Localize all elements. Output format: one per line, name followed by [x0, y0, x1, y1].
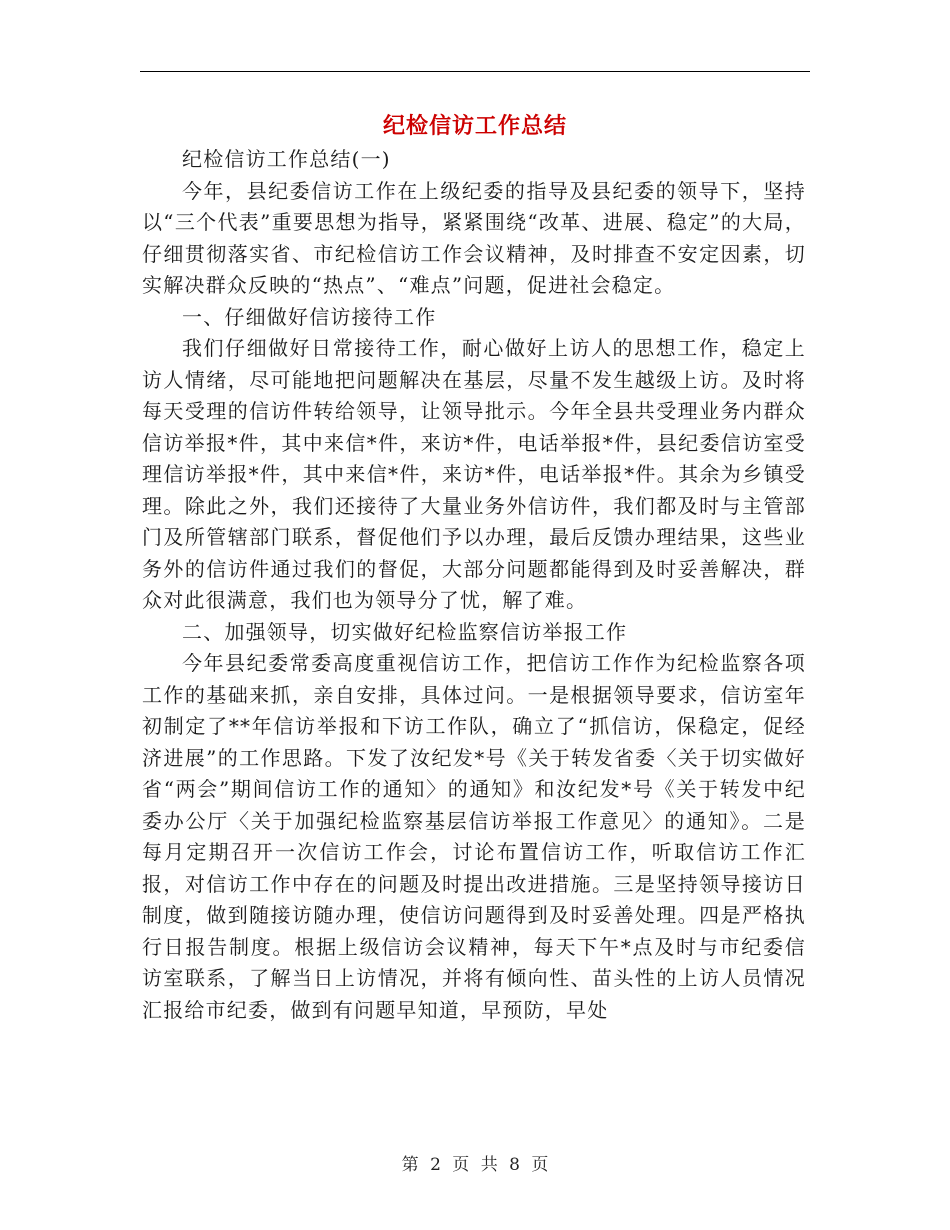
leadership-paragraph: 今年县纪委常委高度重视信访工作，把信访工作作为纪检监察各项工作的基础来抓，亲自安排，具体过问。一是根据领导要求，信访室年初制定了**年信访举报和下访工作队，确立了“抓信访，保稳定，促经济进展”的工作思路。下发了汝纪发*号《关于转发省委〈关于切实做好省“两会”期间信访工作的通知〉的通知》和汝纪发*号《关于转发中纪委办公厅〈关于加强纪检监察基层信访举报工作意见〉的通知》。二是每月定期召开一次信访工作会，讨论布置信访工作，听取信访工作汇报，对信访工作中存在的问题及时提出改进措施。三是坚持领导接访日制度，做到随接访随办理，使信访问题得到及时妥善处理。四是严格执行日报告制度。根据上级信访会议精神，每天下午*点及时与市纪委信访室联系，了解当日上访情况，并将有倾向性、苗头性的上访人员情况汇报给市纪委，做到有问题早知道，早预防，早处: [142, 651, 806, 1022]
section-heading-part-one: 纪检信访工作总结(一): [182, 147, 391, 171]
page-footer: [0, 1152, 950, 1178]
total-pages-number: 8: [509, 1155, 520, 1175]
footer-suffix: 页: [531, 1155, 549, 1175]
intro-paragraph: 今年，县纪委信访工作在上级纪委的指导及县纪委的领导下，坚持以“三个代表”重要思想为指导，紧紧围绕“改革、进展、稳定”的大局，仔细贯彻落实省、市纪检信访工作会议精神，及时排查不安定因素，切实解决群众反映的“热点”、“难点”问题，促进社会稳定。: [142, 178, 806, 297]
footer-prefix: 第: [401, 1155, 419, 1175]
footer-total-word: 共: [480, 1155, 498, 1175]
section-heading-reception: 一、仔细做好信访接待工作: [182, 304, 437, 329]
footer-page-word: 页: [452, 1155, 470, 1175]
document-title: 纪检信访工作总结: [382, 114, 567, 139]
section-heading-leadership: 二、加强领导，切实做好纪检监察信访举报工作: [182, 619, 628, 644]
current-page-number: 2: [430, 1155, 441, 1175]
header-rule: [140, 71, 810, 72]
document-body: [142, 144, 806, 1026]
reception-paragraph: 我们仔细做好日常接待工作，耐心做好上访人的思想工作，稳定上访人情绪，尽可能地把问题解决在基层，尽量不发生越级上访。及时将每天受理的信访件转给领导，让领导批示。今年全县共受理业务内群众信访举报*件，其中来信*件，来访*件，电话举报*件，县纪委信访室受理信访举报*件，其中来信*件，来访*件，电话举报*件。其余为乡镇受理。除此之外，我们还接待了大量业务外信访件，我们都及时与主管部门及所管辖部门联系，督促他们予以办理，最后反馈办理结果，这些业务外的信访件通过我们的督促，大部分问题都能得到及时妥善解决，群众对此很满意，我们也为领导分了忧，解了难。: [142, 336, 806, 612]
